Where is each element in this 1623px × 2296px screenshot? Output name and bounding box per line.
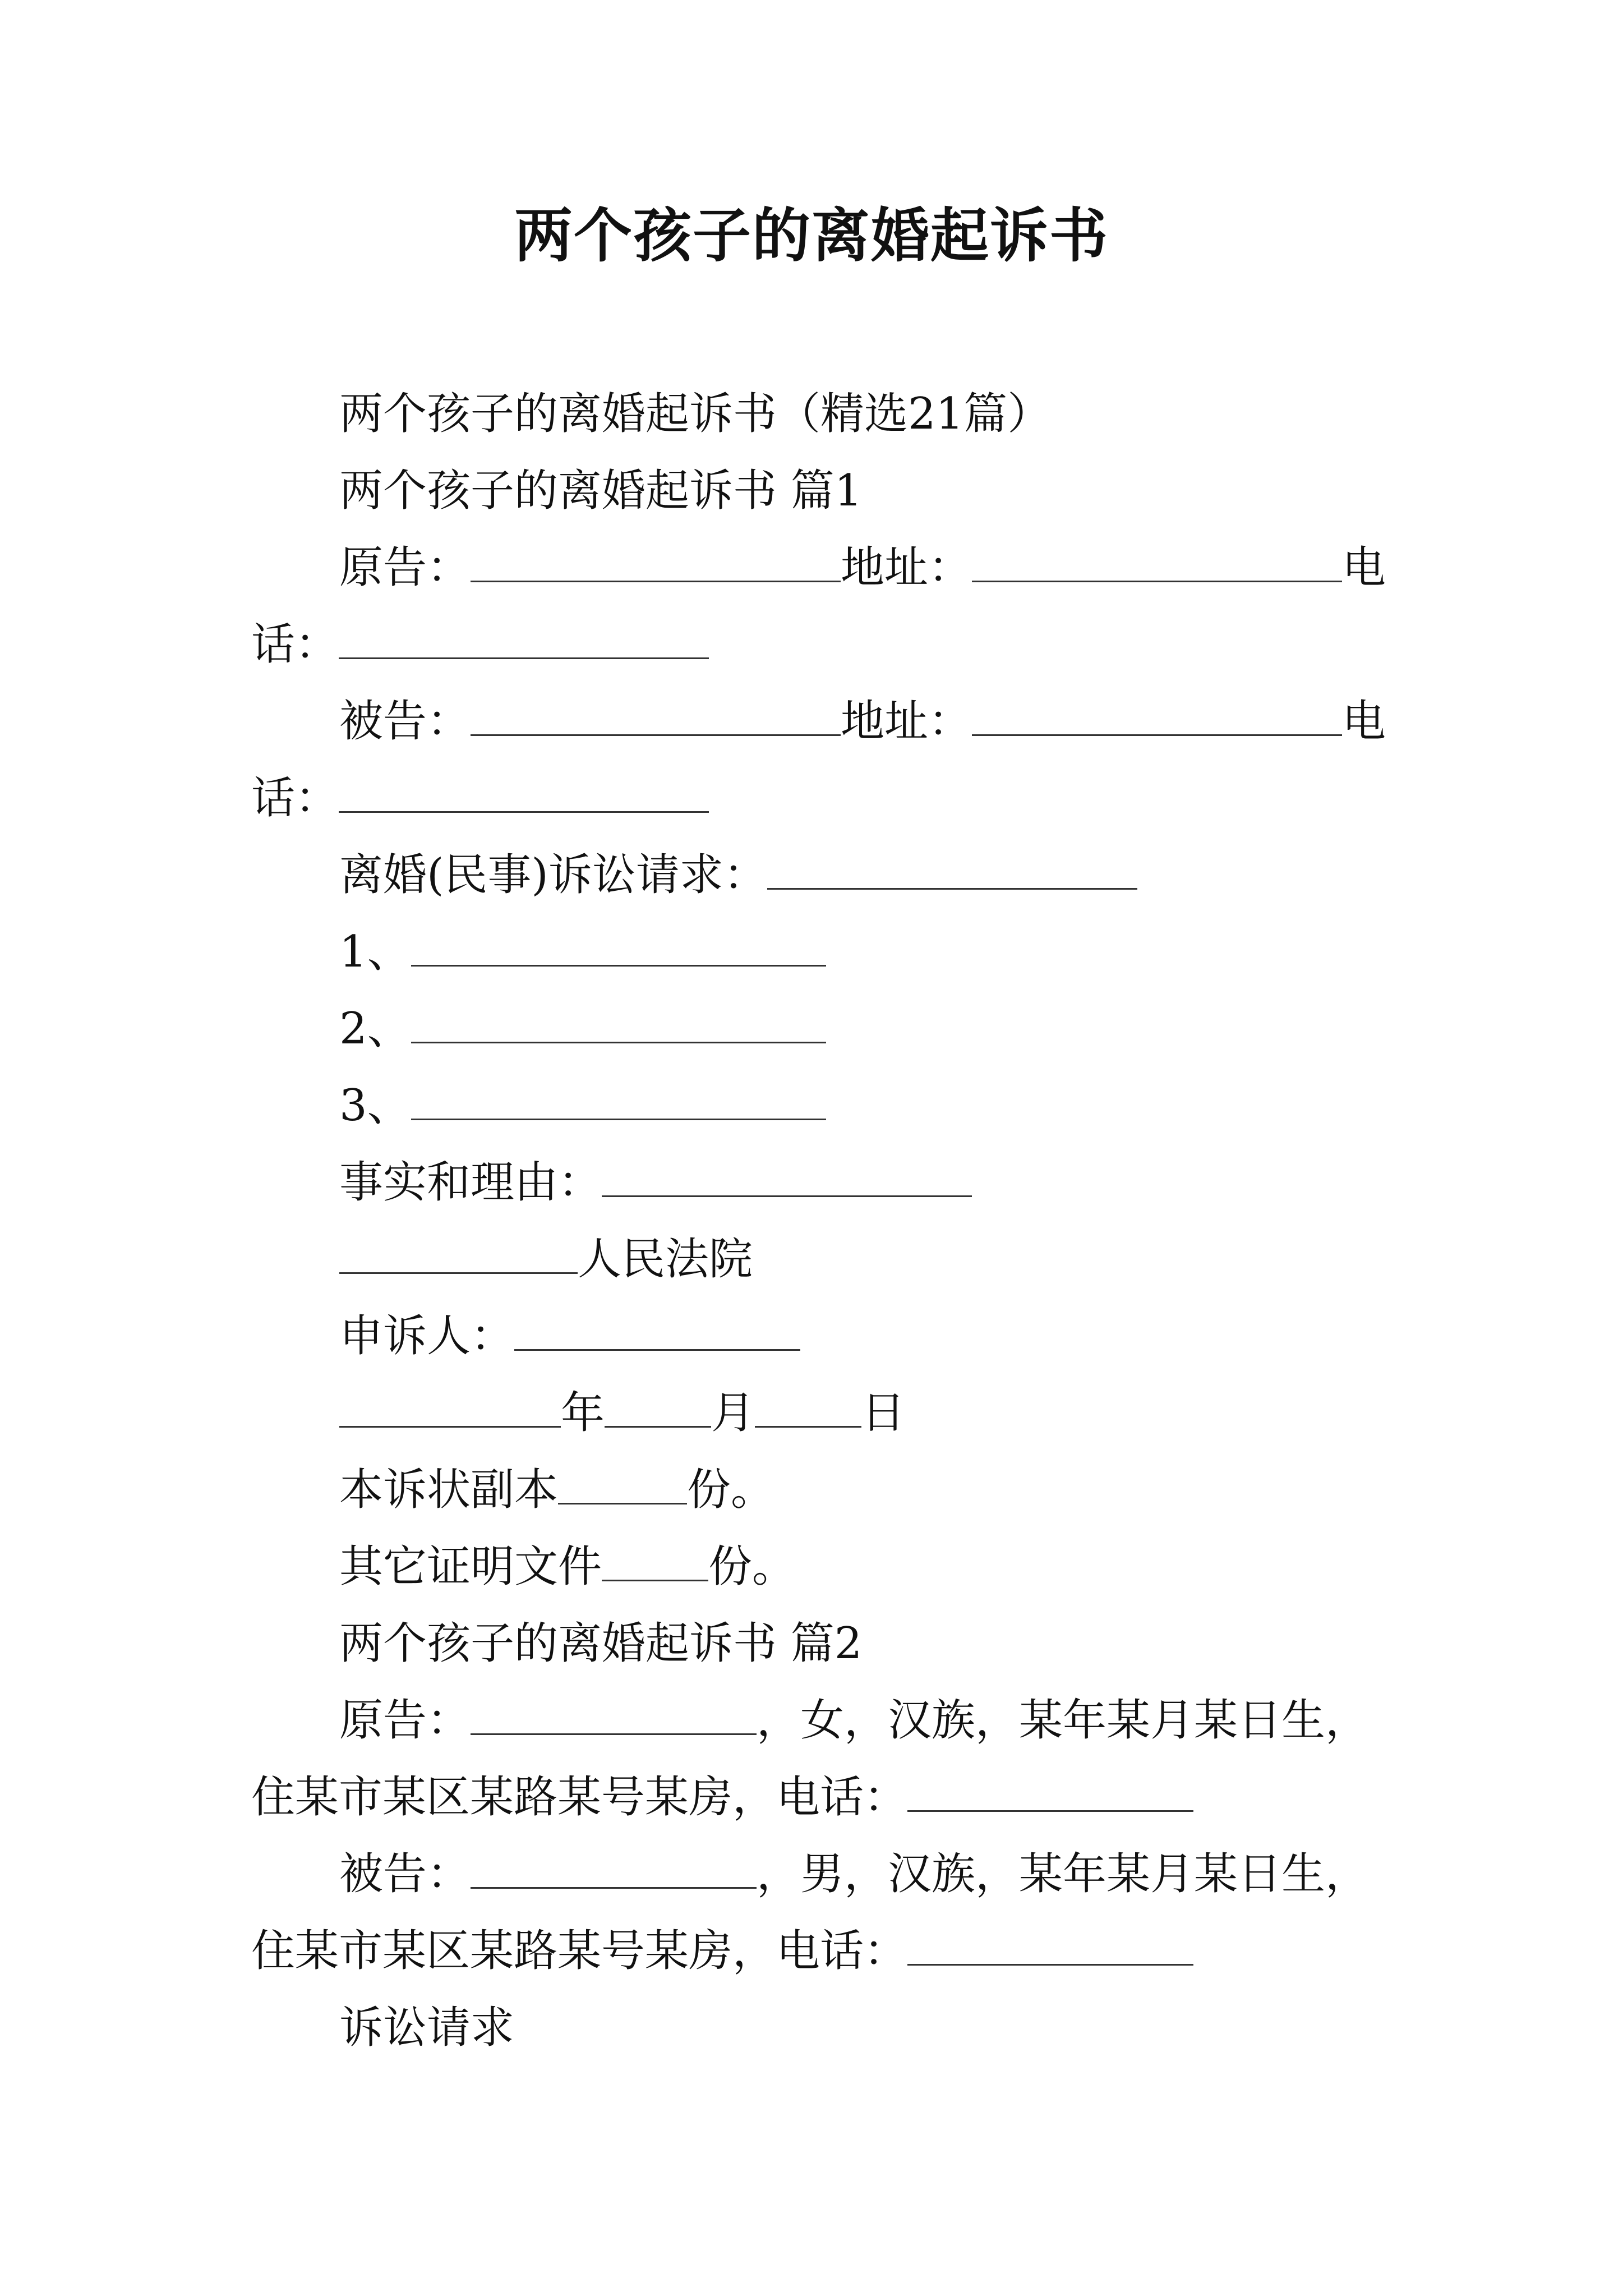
day-blank[interactable] [755,1387,861,1428]
defendant-2-phone-blank[interactable] [907,1925,1193,1966]
plaintiff-2-name-blank[interactable] [471,1694,757,1735]
claim-item-2: 2、 [339,1001,826,1057]
claim-line: 离婚(民事)诉讼请求： [339,847,1137,903]
claims-heading: 诉讼请求 [339,2003,515,2053]
page-title: 两个孩子的离婚起诉书 [514,201,1109,270]
plaintiff-name-blank[interactable] [471,541,841,582]
court-line: 人民法院 [339,1231,753,1287]
defendant-line: 被告： 地址： 电 [339,696,1386,747]
claim-item-3: 3、 [339,1078,826,1134]
defendant-phone-line: 话： [251,770,709,826]
year-blank[interactable] [339,1387,561,1428]
month-blank[interactable] [605,1387,711,1428]
plaintiff-phone-blank[interactable] [339,618,709,659]
facts-line: 事实和理由： [339,1154,972,1211]
document-intro: 两个孩子的离婚起诉书（精选21篇） [339,389,1052,439]
evidence-line: 其它证明文件 份。 [339,1542,796,1592]
defendant-info-line: 被告： ，男，汉族，某年某月某日生， [339,1849,1370,1899]
plaintiff-phone-line: 话： [251,616,709,673]
plaintiff-address-blank[interactable] [972,541,1342,582]
court-name-blank[interactable] [339,1233,578,1274]
claim-blank[interactable] [767,849,1137,890]
petitioner-line: 申诉人： [339,1308,800,1364]
defendant-name-blank[interactable] [471,695,841,736]
copies-blank[interactable] [558,1464,687,1504]
copies-line: 本诉状副本 份。 [339,1465,775,1515]
claim-item-3-blank[interactable] [411,1079,826,1120]
plaintiff-line: 原告： 地址： 电 [339,542,1386,593]
plaintiff-2-phone-blank[interactable] [907,1771,1193,1812]
date-line: 年 月 日 [339,1385,905,1441]
petitioner-blank[interactable] [514,1310,800,1351]
facts-blank[interactable] [602,1156,972,1197]
section-heading-2: 两个孩子的离婚起诉书 篇2 [339,1618,863,1669]
defendant-address-line: 住某市某区某路某号某房，电话： [251,1923,1193,1979]
claim-item-2-blank[interactable] [411,1002,826,1043]
claim-item-1: 1、 [339,924,826,980]
claim-item-1-blank[interactable] [411,926,826,967]
section-heading-1: 两个孩子的离婚起诉书 篇1 [339,466,863,516]
plaintiff-info-line: 原告： ，女，汉族，某年某月某日生， [339,1695,1370,1746]
plaintiff-address-line: 住某市某区某路某号某房，电话： [251,1769,1193,1825]
evidence-blank[interactable] [602,1540,708,1581]
defendant-address-blank[interactable] [972,695,1342,736]
defendant-2-name-blank[interactable] [471,1848,757,1889]
defendant-phone-blank[interactable] [339,772,709,813]
